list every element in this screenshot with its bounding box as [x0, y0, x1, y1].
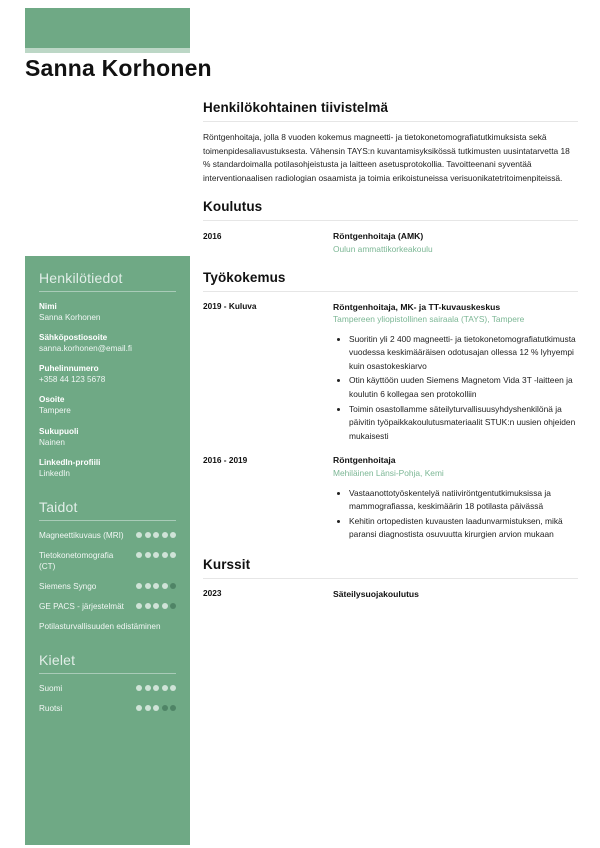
skill-item-label: Tietokonetomografia (CT): [39, 550, 114, 572]
section-rule-summary: [203, 121, 578, 122]
sidebar-heading-languages: Kielet: [39, 651, 76, 668]
entry-title: Röntgenhoitaja, MK- ja TT-kuvauskeskus: [333, 301, 501, 312]
language-item: [39, 703, 176, 715]
sidebar-section-personal: [39, 270, 176, 479]
main-column: [203, 100, 578, 614]
rating-dot: [170, 583, 176, 589]
skill-item-label: Siemens Syngo: [39, 581, 97, 591]
entry-title: Säteilysuojakoulutus: [333, 588, 419, 599]
section-education: [203, 199, 578, 255]
summary-text: Röntgenhoitaja, jolla 8 vuoden kokemus magneetti- ja tietokonetomografiatutkimuksista sekä toimenpidesaliavustuksesta. Vähensin TAYS:n kuvantamisyksikössä tutkimusten uusintatarvetta 18 % standardoimalla potilasohjeistusta ja laitteen asetusprotokollia. Tavoitteenani syventää interventionaalisen radiologian osaamista ja toimia erikoistuneissa verisuonikatetritoimenpiteissä.: [203, 132, 570, 183]
rating-dot: [170, 685, 176, 691]
sidebar-heading-skills: Taidot: [39, 498, 78, 515]
section-experience: [203, 270, 578, 543]
skill-item-label: Magneettikuvaus (MRI): [39, 530, 124, 540]
personal-field-value: +358 44 123 5678: [39, 375, 106, 385]
entry-title: Röntgenhoitaja (AMK): [333, 231, 424, 242]
rating-dot: [153, 603, 159, 609]
entry-body: [333, 454, 578, 543]
personal-field-label: Sähköpostiosoite: [39, 333, 108, 343]
courses-entries: [203, 588, 578, 600]
rating-dot: [136, 685, 142, 691]
personal-field: [39, 394, 176, 416]
entry-organization: Oulun ammattikorkeakoulu: [333, 243, 433, 254]
rating-dot: [170, 603, 176, 609]
rating-dot: [170, 552, 176, 558]
sidebar-spacer-2: [39, 641, 176, 652]
personal-field: [39, 426, 176, 448]
language-item-rating: [136, 683, 176, 691]
entry-bullet: • Vastaanottotyöskentelyä natiiviröntgentutkimuksissa ja mammografiassa, keskimäärin 18 potilasta päivässä: [349, 487, 578, 514]
rating-dot: [136, 603, 142, 609]
entry-bullet: • Otin käyttöön uuden Siemens Magnetom Vida 3T -laitteen ja koulutin 6 kollegaa sen protokolliin: [349, 374, 578, 401]
entry-date: 2016: [203, 230, 222, 241]
section-title-experience: Työkokemus: [203, 269, 286, 285]
personal-field-value: sanna.korhonen@email.fi: [39, 344, 132, 354]
personal-field: [39, 332, 176, 354]
sidebar-divider-languages: [39, 673, 176, 674]
timeline-entry: [203, 588, 578, 600]
personal-fields-list: [39, 301, 176, 479]
sidebar-section-languages: [39, 652, 176, 715]
section-rule-experience: [203, 291, 578, 292]
rating-dot: [145, 603, 151, 609]
skill-item: [39, 530, 176, 542]
timeline-entry: [203, 301, 578, 445]
sidebar-section-skills: [39, 499, 176, 633]
rating-dot: [136, 532, 142, 538]
entry-bullets: [333, 333, 578, 444]
rating-dot: [153, 685, 159, 691]
entry-bullets: [333, 487, 578, 542]
language-item-rating: [136, 703, 176, 711]
rating-dot: [162, 552, 168, 558]
personal-field: [39, 301, 176, 323]
rating-dot: [136, 583, 142, 589]
sidebar-divider-personal: [39, 291, 176, 292]
rating-dot: [170, 532, 176, 538]
personal-field-label: Sukupuoli: [39, 426, 79, 436]
section-title-summary: Henkilökohtainen tiivistelmä: [203, 100, 389, 115]
rating-dot: [162, 705, 168, 711]
timeline-entry: [203, 230, 578, 255]
personal-field-label: LinkedIn-profiili: [39, 457, 101, 467]
entry-organization: Mehiläinen Länsi-Pohja, Kemi: [333, 467, 444, 478]
skill-item: [39, 601, 176, 613]
entry-body: [333, 301, 578, 445]
skill-item: [39, 550, 176, 573]
skill-item-rating: [136, 550, 176, 558]
sidebar-heading-personal: Henkilötiedot: [39, 270, 123, 286]
entry-bullet: • Toimin osastollamme säteilyturvallisuusyhdyshenkilönä ja päivitin työpaikkakoulutusmateriaalit STUK:n uusien ohjeiden mukaisesti: [349, 403, 578, 444]
section-summary: [203, 100, 578, 185]
rating-dot: [136, 705, 142, 711]
rating-dot: [162, 532, 168, 538]
personal-field-value: Nainen: [39, 437, 65, 447]
skill-item-label: Potilasturvallisuuden edistäminen: [39, 621, 161, 631]
rating-dot: [145, 552, 151, 558]
section-title-education: Koulutus: [203, 199, 263, 215]
section-courses: [203, 557, 578, 600]
language-item-label: Ruotsi: [39, 703, 63, 713]
rating-dot: [153, 705, 159, 711]
rating-dot: [162, 603, 168, 609]
rating-dot: [145, 532, 151, 538]
rating-dot: [170, 705, 176, 711]
sidebar: [25, 256, 190, 845]
skill-item-label: GE PACS - järjestelmät: [39, 601, 124, 611]
entry-date: 2019 - Kuluva: [203, 301, 257, 311]
skill-item: [39, 581, 176, 593]
rating-dot: [162, 583, 168, 589]
rating-dot: [153, 552, 159, 558]
education-entries: [203, 230, 578, 255]
section-title-courses: Kurssit: [203, 556, 251, 572]
rating-dot: [136, 552, 142, 558]
personal-field: [39, 457, 176, 479]
entry-date: 2016 - 2019: [203, 454, 248, 465]
experience-entries: [203, 301, 578, 543]
sidebar-spacer-1: [39, 488, 176, 499]
personal-field-value[interactable]: LinkedIn: [39, 468, 70, 478]
entry-body: [333, 230, 578, 255]
skill-item: [39, 621, 176, 633]
entry-bullet: • Kehitin ortopedisten kuvausten laadunvarmistuksen, mikä paransi diagnostista osuvuutta kirurgien arvion mukaan: [349, 515, 578, 542]
personal-field: [39, 363, 176, 385]
skills-list: [39, 530, 176, 633]
page-title: Sanna Korhonen: [25, 55, 212, 81]
entry-title: Röntgenhoitaja: [333, 455, 396, 466]
personal-field-label: Osoite: [39, 395, 65, 405]
entry-organization: Tampereen yliopistollinen sairaala (TAYS), Tampere: [333, 313, 525, 324]
rating-dot: [153, 583, 159, 589]
languages-list: [39, 683, 176, 715]
timeline-entry: [203, 454, 578, 543]
rating-dot: [145, 685, 151, 691]
header-accent-bar: [25, 8, 190, 48]
rating-dot: [145, 705, 151, 711]
rating-dot: [153, 532, 159, 538]
section-rule-education: [203, 220, 578, 221]
entry-bullet: • Suoritin yli 2 400 magneetti- ja tietokonetomografiatutkimusta vuodessa keskimääräisen odotusajan ollessa 12 % lyhyempi kuin osastokeskiarvo: [349, 333, 578, 374]
header-accent-bar-light: [25, 48, 190, 53]
skill-item-rating: [136, 530, 176, 538]
entry-date: 2023: [203, 588, 222, 599]
rating-dot: [162, 685, 168, 691]
sidebar-divider-skills: [39, 520, 176, 521]
skill-item-rating: [136, 601, 176, 609]
skill-item-rating: [136, 581, 176, 589]
section-rule-courses: [203, 578, 578, 579]
personal-field-value: Tampere: [39, 406, 71, 416]
language-item: [39, 683, 176, 695]
rating-dot: [145, 583, 151, 589]
personal-field-value: Sanna Korhonen: [39, 313, 101, 323]
entry-body: [333, 588, 578, 600]
personal-field-label: Nimi: [39, 302, 57, 311]
personal-field-label: Puhelinnumero: [39, 364, 99, 374]
language-item-label: Suomi: [39, 683, 63, 693]
